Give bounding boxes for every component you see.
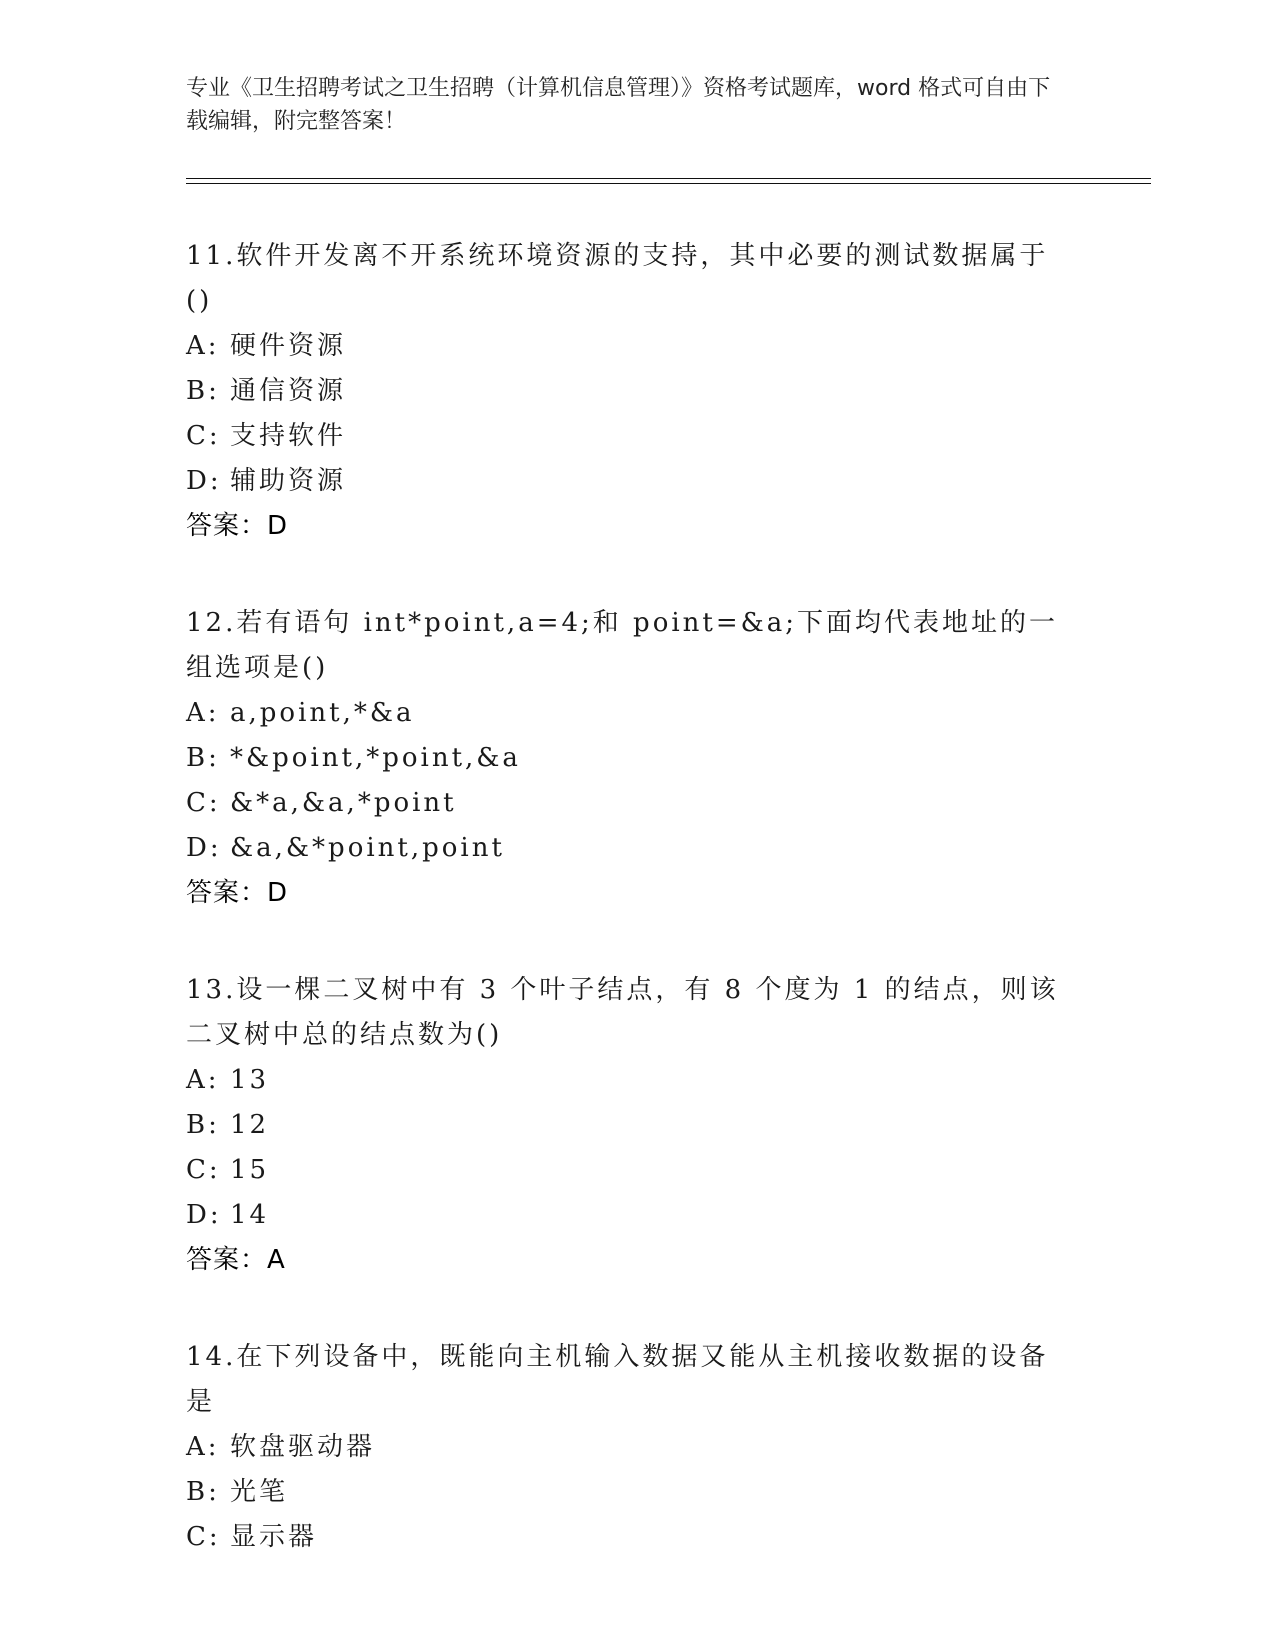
option-text: 支持软件 — [230, 421, 347, 451]
option-text: 显示器 — [230, 1522, 318, 1552]
option-c — [186, 414, 1066, 459]
option-b — [186, 1103, 1066, 1148]
option-key: B: — [186, 1477, 220, 1507]
question-12 — [186, 601, 1066, 916]
header-divider — [186, 178, 1151, 184]
option-text: 12 — [230, 1110, 270, 1140]
header-intro-text: 专业《卫生招聘考试之卫生招聘（计算机信息管理）》资格考试题库，word 格式可自由下载编辑，附完整答案！ — [186, 76, 1051, 134]
option-key: A: — [186, 1065, 220, 1095]
document-header — [186, 72, 1066, 138]
option-text: 通信资源 — [230, 376, 347, 406]
option-text: 光笔 — [230, 1477, 289, 1507]
question-11 — [186, 234, 1066, 549]
question-stem: 11.软件开发离不开系统环境资源的支持，其中必要的测试数据属于() — [186, 241, 1049, 316]
question-13 — [186, 968, 1066, 1283]
option-a — [186, 691, 1066, 736]
option-key: A: — [186, 331, 220, 361]
question-list — [186, 234, 1066, 1612]
question-stem: 14.在下列设备中，既能向主机输入数据又能从主机接收数据的设备是 — [186, 1342, 1049, 1417]
option-text: 13 — [230, 1065, 270, 1095]
option-key: D: — [186, 1200, 222, 1230]
option-key: A: — [186, 698, 220, 728]
option-c — [186, 781, 1066, 826]
option-key: D: — [186, 466, 222, 496]
option-c — [186, 1515, 1066, 1560]
option-key: C: — [186, 1155, 221, 1185]
option-d — [186, 1193, 1066, 1238]
option-key: A: — [186, 1432, 220, 1462]
question-stem: 13.设一棵二叉树中有 3 个叶子结点，有 8 个度为 1 的结点，则该二叉树中总的结点数为() — [186, 975, 1059, 1050]
option-b — [186, 369, 1066, 414]
option-key: B: — [186, 743, 220, 773]
option-b — [186, 736, 1066, 781]
question-stem: 12.若有语句 int*point,a=4;和 point=&a;下面均代表地址的一组选项是() — [186, 608, 1059, 683]
option-key: C: — [186, 788, 221, 818]
option-key: B: — [186, 1110, 220, 1140]
answer-line: 答案：D — [186, 511, 289, 541]
option-key: D: — [186, 833, 222, 863]
option-text: 15 — [230, 1155, 270, 1185]
option-text: 软盘驱动器 — [230, 1432, 376, 1462]
option-a — [186, 1425, 1066, 1470]
option-key: C: — [186, 1522, 221, 1552]
option-key: C: — [186, 421, 221, 451]
option-text: *&point,*point,&a — [230, 743, 521, 773]
option-text: 辅助资源 — [230, 466, 347, 496]
option-d — [186, 826, 1066, 871]
answer-line: 答案：D — [186, 878, 289, 908]
option-text: 14 — [230, 1200, 270, 1230]
option-text: 硬件资源 — [230, 331, 347, 361]
option-text: a,point,*&a — [230, 698, 415, 728]
option-c — [186, 1148, 1066, 1193]
option-a — [186, 1058, 1066, 1103]
option-text: &a,&*point,point — [230, 833, 505, 863]
document-page — [186, 0, 1146, 1650]
option-text: &*a,&a,*point — [230, 788, 457, 818]
answer-line: 答案：A — [186, 1245, 286, 1275]
option-key: B: — [186, 376, 220, 406]
option-b — [186, 1470, 1066, 1515]
question-14 — [186, 1335, 1066, 1560]
option-a — [186, 324, 1066, 369]
option-d — [186, 459, 1066, 504]
